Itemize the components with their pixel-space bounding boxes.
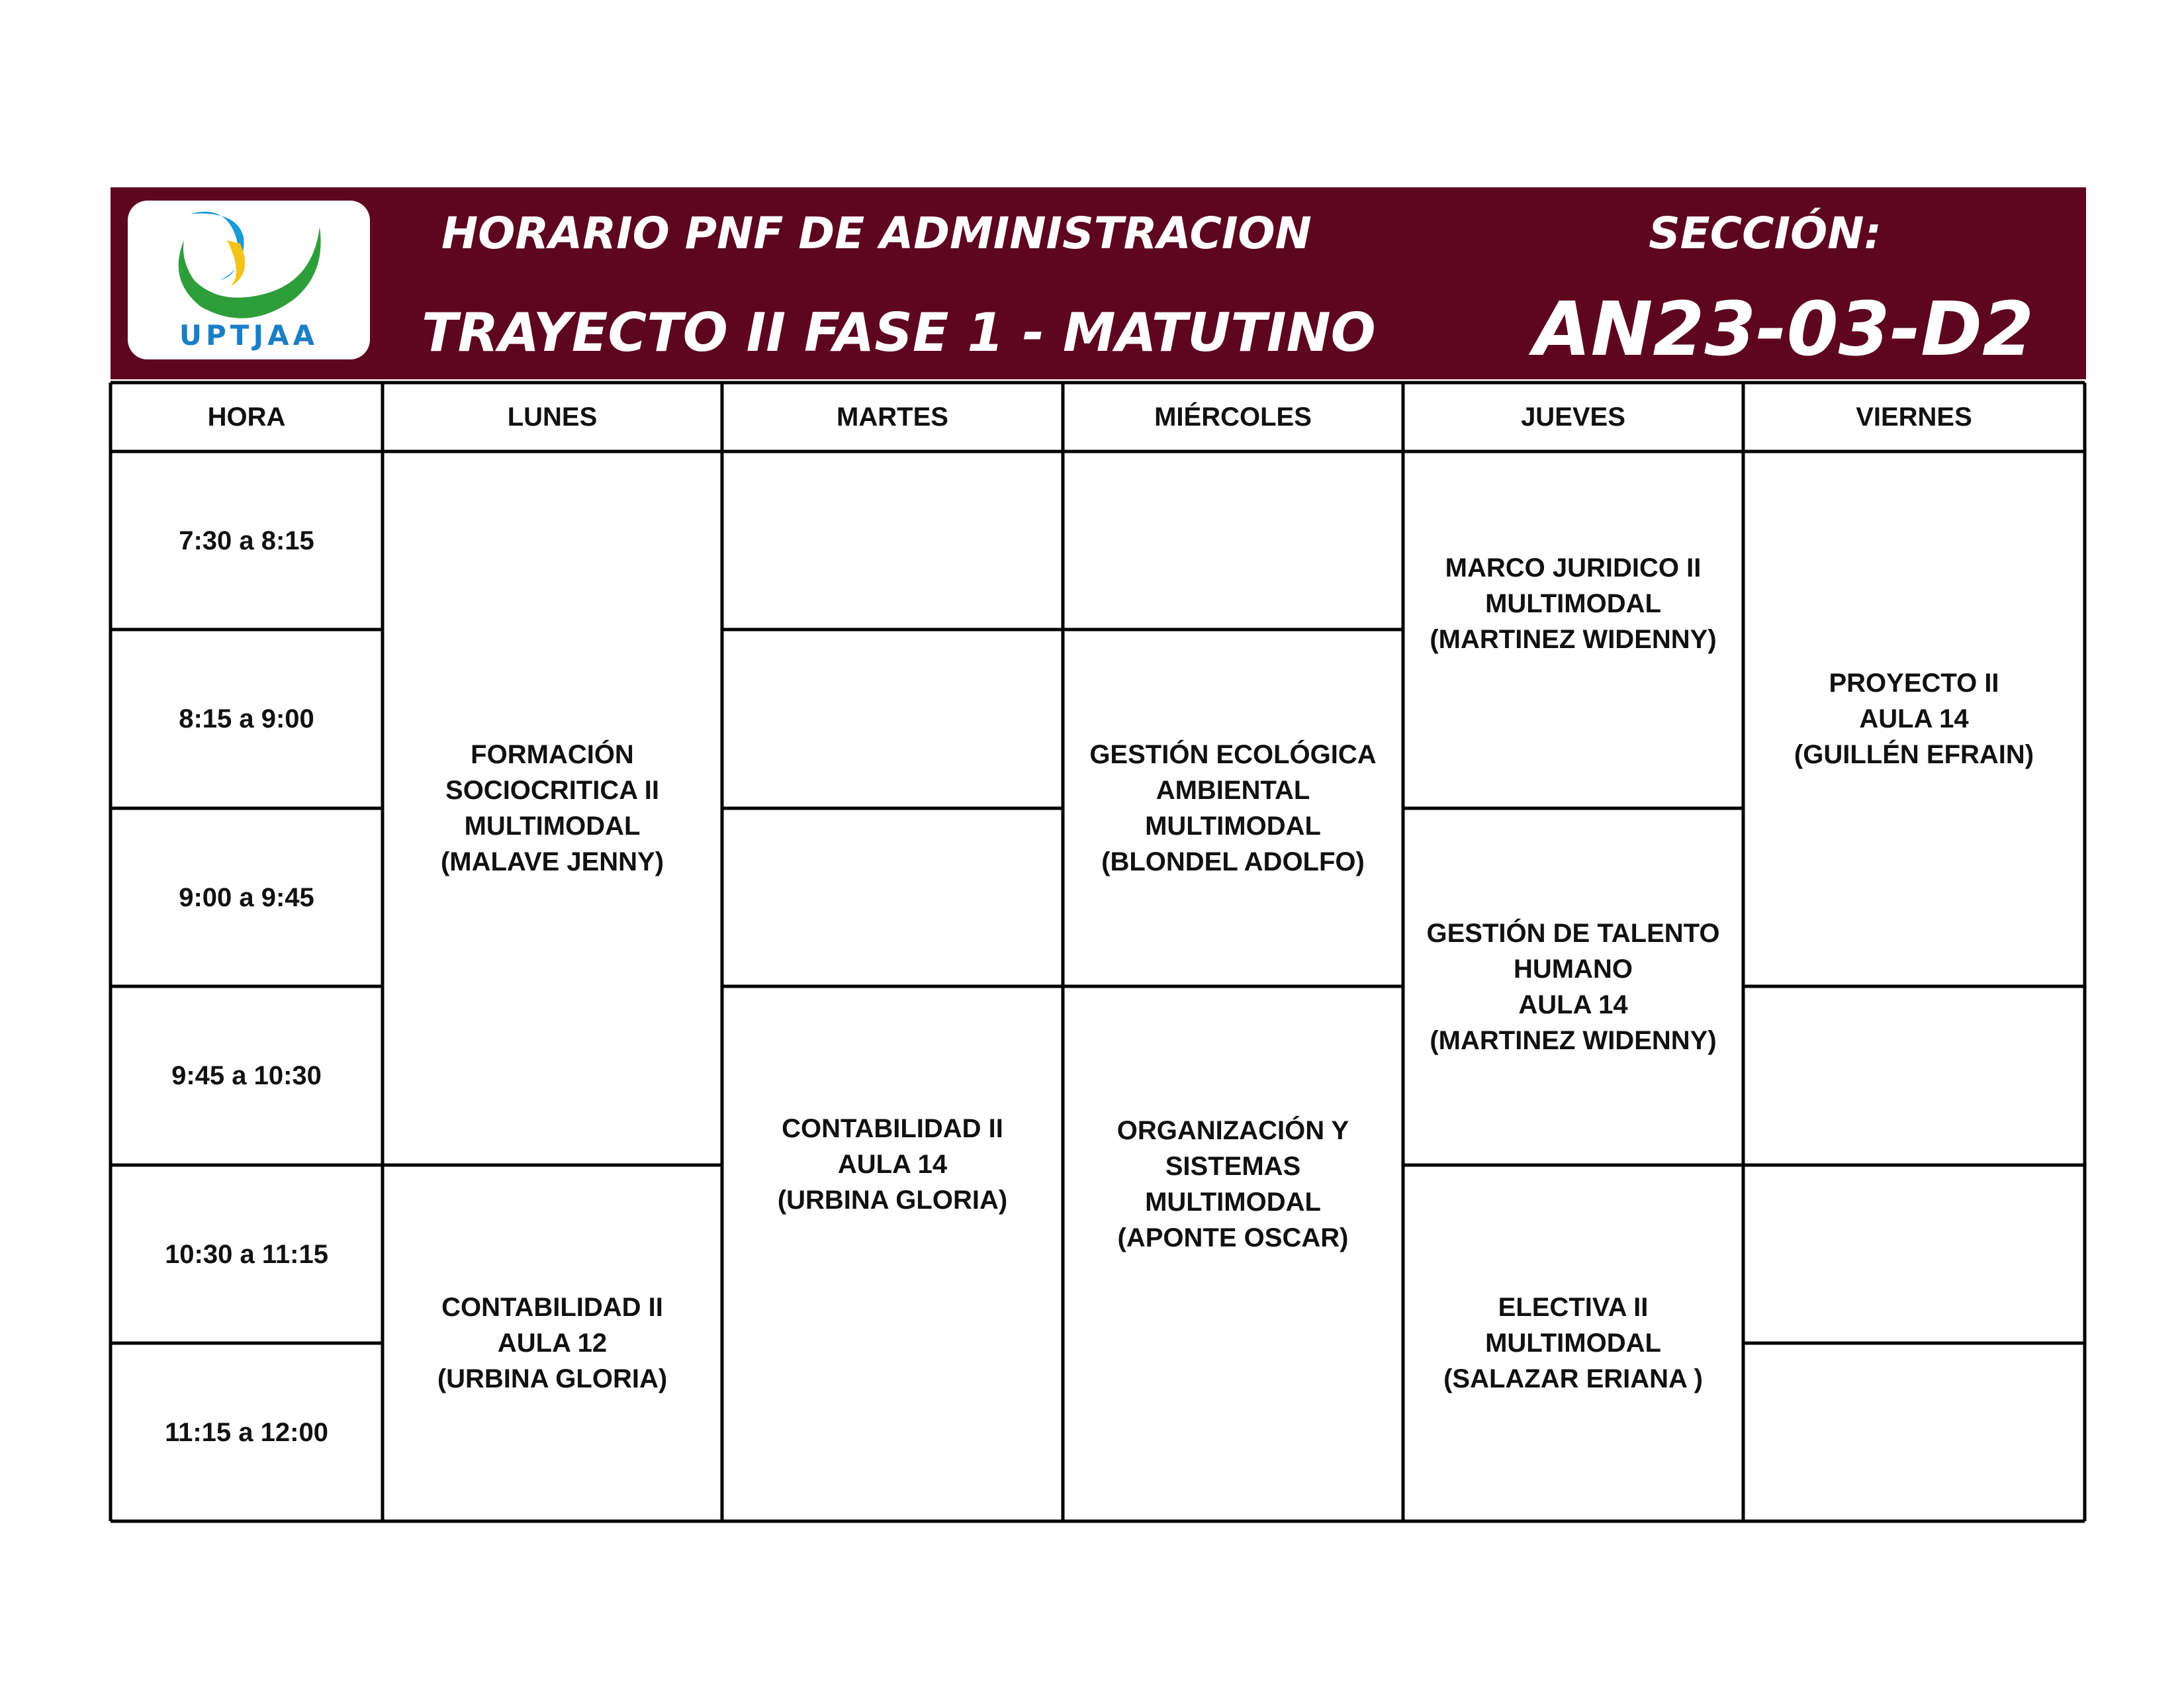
class-block-jueves-marco-juridico — [1403, 451, 1743, 808]
column-header-hora: HORA — [207, 402, 286, 432]
class-line: (GUILLÉN EFRAIN) — [1794, 740, 2034, 769]
class-line: (URBINA GLORIA) — [437, 1364, 668, 1393]
class-block-jueves-electiva — [1403, 1165, 1743, 1521]
class-line: (MALAVE JENNY) — [440, 847, 664, 876]
class-line: MULTIMODAL — [1485, 588, 1661, 618]
class-line: CONTABILIDAD II — [782, 1114, 1003, 1143]
class-line: (MARTINEZ WIDENNY) — [1430, 624, 1717, 654]
class-block-miercoles-gestion-ecologica — [1063, 630, 1403, 986]
class-line: (BLONDEL ADOLFO) — [1101, 847, 1365, 876]
class-line: HUMANO — [1514, 954, 1633, 984]
class-block-jueves-talento-humano — [1403, 808, 1743, 1165]
class-line: MULTIMODAL — [1145, 811, 1321, 841]
class-line: ORGANIZACIÓN Y — [1116, 1116, 1349, 1145]
column-header-martes: MARTES — [837, 402, 948, 432]
class-line: (APONTE OSCAR) — [1117, 1223, 1349, 1252]
class-block-miercoles-organizacion — [1063, 986, 1403, 1521]
class-line: FORMACIÓN — [471, 740, 634, 769]
class-line: MULTIMODAL — [1485, 1329, 1661, 1358]
class-block-lunes-contabilidad — [383, 1165, 722, 1521]
class-line: GESTIÓN DE TALENTO — [1426, 918, 1720, 948]
column-header-jueves: JUEVES — [1521, 402, 1625, 432]
section-code: AN23-03-D2 — [1533, 287, 2034, 373]
time-slot: 9:00 a 9:45 — [179, 882, 314, 912]
time-slot: 8:15 a 9:00 — [179, 704, 314, 733]
class-line: PROYECTO II — [1829, 669, 1999, 698]
class-line: (SALAZAR ERIANA ) — [1443, 1364, 1703, 1393]
class-line: SISTEMAS — [1165, 1152, 1301, 1181]
class-line: (MARTINEZ WIDENNY) — [1430, 1025, 1717, 1055]
time-slot: 9:45 a 10:30 — [171, 1061, 322, 1090]
time-slot: 11:15 a 12:00 — [165, 1417, 328, 1447]
class-block-viernes-proyecto — [1743, 451, 2085, 986]
column-header-lunes: LUNES — [507, 402, 598, 432]
class-block-martes-contabilidad — [722, 986, 1063, 1521]
class-line: AULA 14 — [837, 1150, 948, 1179]
time-slot: 10:30 a 11:15 — [165, 1239, 328, 1269]
column-header-miercoles: MIÉRCOLES — [1154, 402, 1312, 432]
class-line: SOCIOCRITICA II — [445, 776, 659, 805]
class-line: MARCO JURIDICO II — [1445, 553, 1702, 583]
class-line: GESTIÓN ECOLÓGICA — [1089, 739, 1377, 769]
class-line: CONTABILIDAD II — [441, 1293, 663, 1322]
class-line: AULA 14 — [1859, 704, 1969, 733]
column-header-viernes: VIERNES — [1856, 402, 1972, 432]
schedule-subtitle: TRAYECTO II FASE 1 - MATUTINO — [422, 302, 1376, 363]
class-line: AULA 12 — [497, 1329, 608, 1358]
class-line: AMBIENTAL — [1156, 775, 1310, 805]
schedule-title: HORARIO PNF DE ADMINISTRACION — [441, 208, 1312, 259]
class-line: MULTIMODAL — [464, 812, 641, 841]
time-slot: 7:30 a 8:15 — [179, 526, 314, 555]
class-line: (URBINA GLORIA) — [777, 1186, 1008, 1215]
section-label: SECCIÓN: — [1649, 208, 1882, 259]
class-line: AULA 14 — [1518, 990, 1628, 1019]
class-block-lunes-formacion — [383, 451, 722, 1165]
logo-text: UPTJAA — [179, 319, 319, 352]
class-line: ELECTIVA II — [1498, 1293, 1649, 1322]
class-line: MULTIMODAL — [1145, 1188, 1321, 1217]
